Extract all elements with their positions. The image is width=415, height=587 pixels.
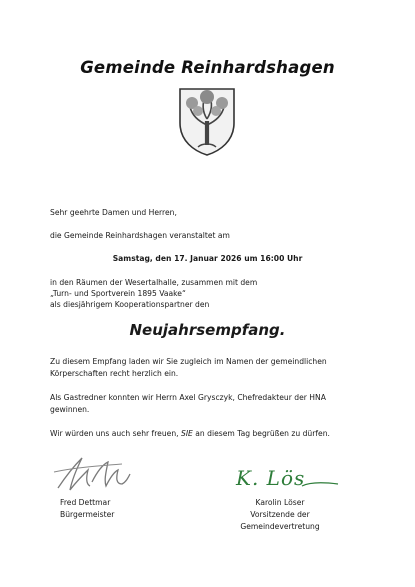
chair-role-1: Vorsitzende der xyxy=(250,510,310,519)
venue-line-1: in den Räumen der Wesertalhalle, zusammen mit dem xyxy=(50,278,258,287)
coat-of-arms-icon xyxy=(176,85,238,157)
venue-line-3: als diesjährigem Kooperationspartner den xyxy=(50,300,210,309)
paragraph-closing xyxy=(50,428,330,439)
closing-text-before: Wir würden uns auch sehr freuen, xyxy=(50,429,181,438)
paragraph-invitation-1: Zu diesem Empfang laden wir Sie zugleich im Namen der gemeindlichen xyxy=(50,357,327,366)
salutation: Sehr geehrte Damen und Herren, xyxy=(50,208,177,217)
chair-name: Karolin Löser xyxy=(255,498,305,507)
mayor-name: Fred Dettmar xyxy=(60,498,111,507)
chair-signature-flourish xyxy=(300,478,340,492)
closing-emphasis: SIE xyxy=(181,429,193,438)
chair-role-2: Gemeindevertretung xyxy=(240,522,320,531)
event-date: Samstag, den 17. Januar 2026 um 16:00 Uhr xyxy=(112,254,303,263)
paragraph-speaker-1: Als Gastredner konnten wir Herrn Axel Grysczyk, Chefredakteur der HNA xyxy=(50,393,326,402)
letter-title: Gemeinde Reinhardshagen xyxy=(80,58,335,77)
paragraph-invitation-2: Körperschaften recht herzlich ein. xyxy=(50,369,179,378)
event-name: Neujahrsempfang. xyxy=(129,321,286,339)
intro-text: die Gemeinde Reinhardshagen veranstaltet am xyxy=(50,231,230,240)
mayor-signature xyxy=(52,452,134,496)
paragraph-speaker-2: gewinnen. xyxy=(50,405,90,414)
venue-line-2: „Turn- und Sportverein 1895 Vaake“ xyxy=(50,289,186,298)
chair-signature: K. Lös xyxy=(236,466,306,490)
closing-text-after: an diesem Tag begrüßen zu dürfen. xyxy=(192,429,330,438)
mayor-role: Bürgermeister xyxy=(60,510,115,519)
